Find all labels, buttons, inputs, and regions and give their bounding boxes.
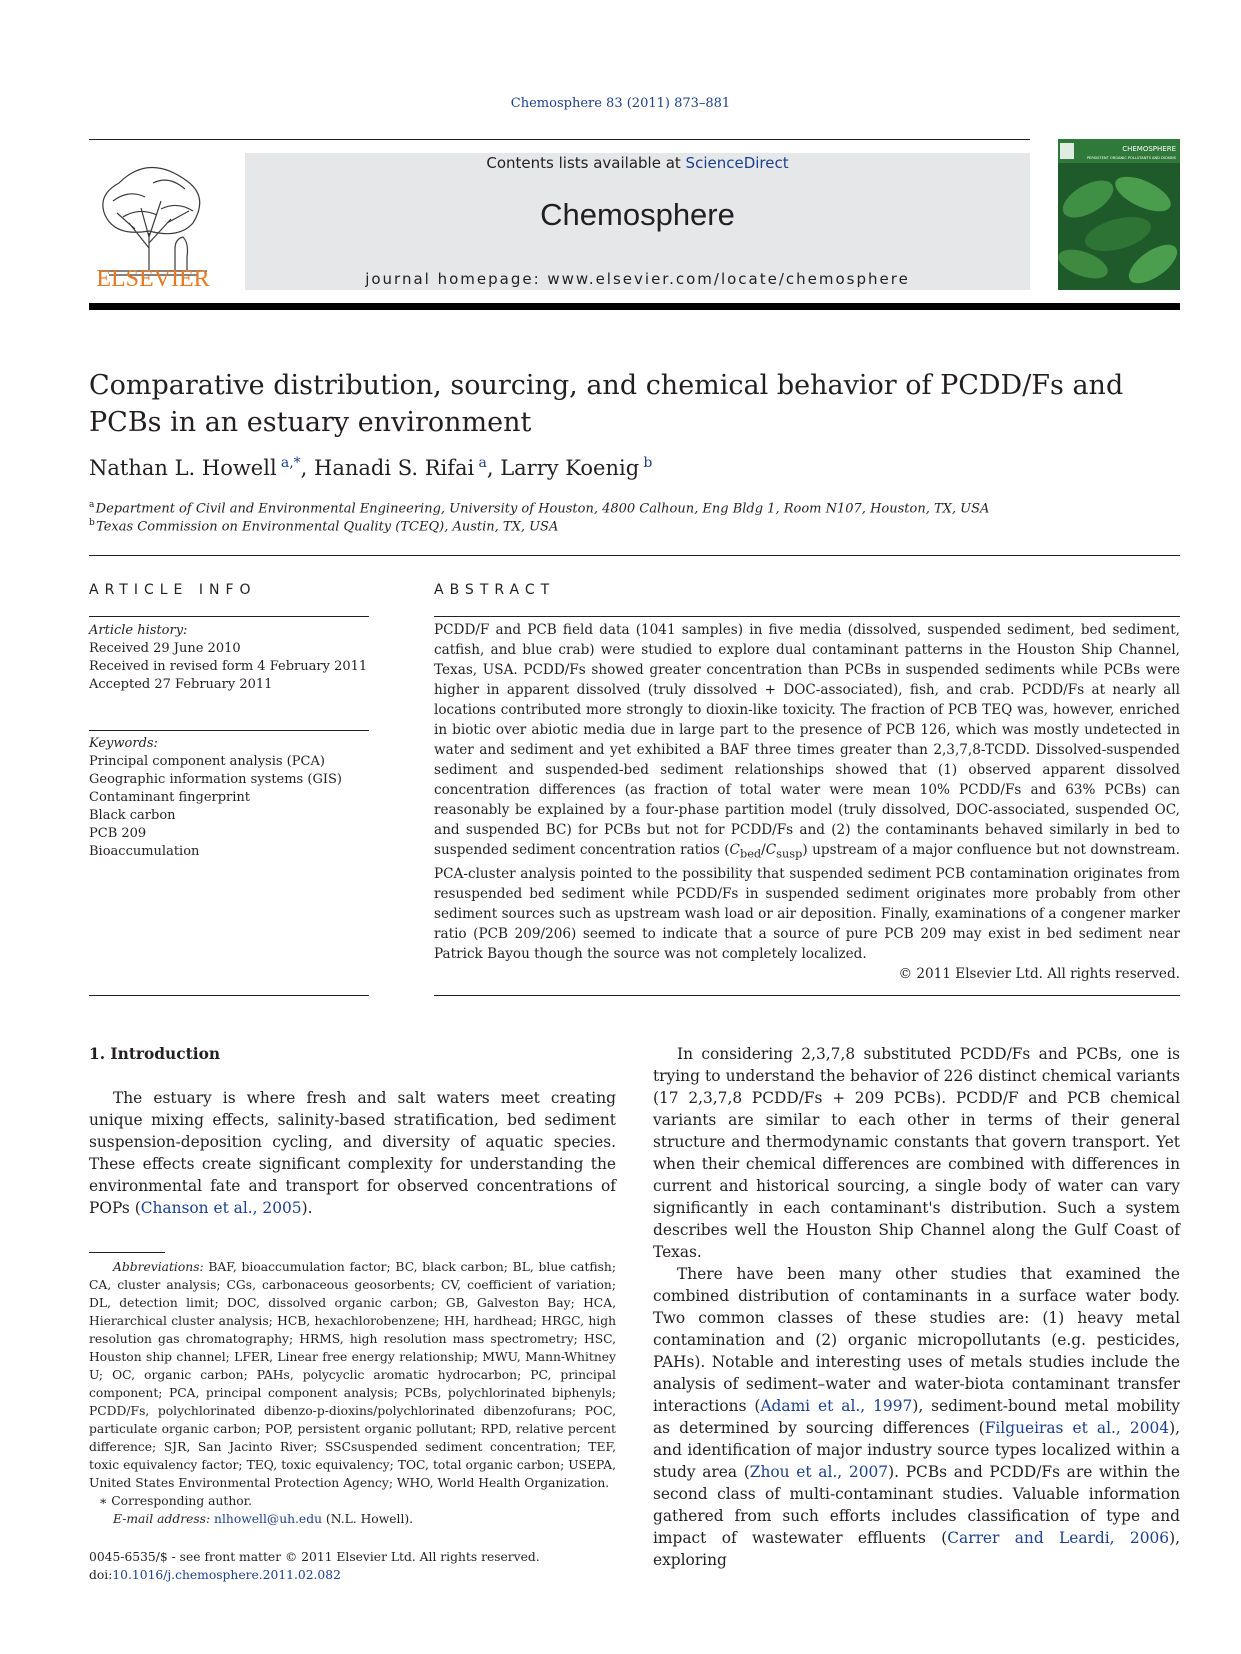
abstract-heading: ABSTRACT [434, 582, 556, 598]
abstract-rule [434, 616, 1180, 617]
corresponding-author-note: ∗ Corresponding author. [99, 1494, 253, 1508]
sciencedirect-link[interactable]: ScienceDirect [685, 154, 789, 172]
keyword: Black carbon [89, 808, 176, 823]
cover-leaves-icon [1058, 139, 1180, 290]
body-paragraph [653, 1263, 1180, 1571]
email-suffix: (N.L. Howell). [322, 1512, 414, 1526]
author-name[interactable]: Hanadi S. Rifai [314, 456, 475, 480]
author-list: Nathan L. Howell $^{a,*}$, Hanadi S. Rifai $^a$, Larry Koenig $^b$ [89, 455, 653, 480]
elsevier-tree-icon [89, 153, 217, 290]
affiliation-mark: a [89, 500, 95, 510]
history-entry: Received in revised form 4 February 2011 [89, 659, 368, 674]
doi-prefix: doi: [89, 1568, 113, 1582]
contents-line [245, 153, 1030, 173]
keyword: Geographic information systems (GIS) [89, 772, 342, 787]
author-name[interactable]: Larry Koenig [500, 456, 640, 480]
footnote-rule [89, 1252, 165, 1253]
elsevier-logo[interactable] [89, 153, 217, 290]
ratio-symbol: C [765, 842, 777, 858]
affiliation-rule [89, 555, 1180, 556]
keywords-rule [89, 730, 369, 731]
history-entry: Received 29 June 2010 [89, 641, 241, 656]
ratio-slash: / [761, 842, 766, 858]
keywords-label: Keywords: [89, 736, 158, 751]
citation-link[interactable]: Carrer and Leardi, 2006 [947, 1529, 1170, 1547]
keywords-list [89, 735, 342, 861]
journal-masthead [245, 153, 1030, 290]
paragraph-text: ), sediment-bound metal mobility as determined by sourcing differences ( [653, 1397, 1180, 1437]
history-entry: Accepted 27 February 2011 [89, 677, 273, 692]
body-right-column [653, 1043, 1180, 1571]
journal-name: Chemosphere [540, 197, 735, 232]
elsevier-wordmark: ELSEVIER [96, 266, 210, 290]
abbreviations-label: Abbreviations: [113, 1260, 204, 1274]
email-note [89, 1510, 616, 1528]
body-paragraph [89, 1087, 616, 1219]
cover-subtitle: PERSISTENT ORGANIC POLLUTANTS AND DIOXINS [1086, 156, 1176, 160]
masthead-rule [89, 303, 1180, 310]
article-info-bottom-rule [89, 995, 369, 996]
email-link[interactable]: nlhowell@uh.edu [214, 1512, 323, 1526]
abstract-part: PCDD/F and PCB field data (1041 samples) in five media (dissolved, suspended sediment, bed sediment, catfish, and blue crab) were studied to explore dual contaminant patterns in the Houston Ship Channel, Texas, USA. PCDD/Fs showed greater concentration than PCBs in suspended sediments while PCBs were higher in apparent dissolved (truly dissolved + DOC-associated), fish, and crab. PCDD/Fs at nearly all locations contributed more strongly to dioxin-like toxicity. The fraction of PCB TEQ was, however, enriched in biotic over abiotic media due in large part to the presence of PCB 126, which was mostly undetected in water and sediment and yet exhibited a BAF three times greater than 2,3,7,8-TCDD. Dissolved-suspended sediment and suspended-bed sediment relationships showed that (1) observed apparent dissolved concentration differences (as fraction of total water were mean 10% PCDD/Fs and 63% PCBs) can reasonably be explained by a four-phase partition model (truly dissolved, DOC-associated, suspended OC, and suspended BC) for PCBs but not for PCDD/Fs and (2) the contaminants behaved similarly in bed to suspended sediment concentration ratios ( [434, 622, 1180, 858]
article-info-heading: ARTICLE INFO [89, 582, 257, 598]
body-left-column [89, 1043, 616, 1219]
affiliation-a [89, 500, 989, 516]
abstract-part: ) upstream of a major confluence but not downstream. PCA-cluster analysis pointed to the possibility that suspended sediment PCB contamination originates from resuspended bed sediment while PCDD/Fs in suspended sediment originates more probably from other sediment sources such as upstream wash load or air deposition. Finally, examinations of a congener marker ratio (PCB 209/206) seemed to indicate that a source of pure PCB 209 may exist in bed sediment near Patrick Bayou though the source was not completely localized. [434, 842, 1180, 962]
abstract-bottom-rule [434, 995, 1180, 996]
paragraph-text: ). [301, 1199, 313, 1217]
ratio-subscript: susp [776, 846, 803, 861]
contents-prefix: Contents lists available at [486, 154, 686, 172]
keyword: PCB 209 [89, 826, 147, 841]
journal-citation[interactable]: Chemosphere 83 (2011) 873–881 [510, 96, 731, 111]
citation-link[interactable]: Zhou et al., 2007 [749, 1463, 889, 1481]
affiliation-mark: b [89, 518, 95, 528]
header-rule [89, 139, 1030, 140]
article-title: Comparative distribution, sourcing, and chemical behavior of PCDD/Fs and PCBs in an estuary environment [89, 370, 1124, 438]
history-label: Article history: [89, 623, 188, 638]
doi-link[interactable]: 10.1016/j.chemosphere.2011.02.082 [112, 1568, 341, 1582]
abbreviations-footnote [89, 1258, 616, 1492]
article-info-rule [89, 616, 369, 617]
affiliation-text: Texas Commission on Environmental Quality (TCEQ), Austin, TX, USA [96, 519, 559, 535]
affiliation-text: Department of Civil and Environmental Engineering, University of Houston, 4800 Calhoun, Eng Bldg 1, Room N107, Houston, TX, USA [95, 501, 990, 517]
paragraph-text: ). PCBs and PCDD/Fs are within the second class of multi-contaminant studies. Valuable information gathered from such efforts includes classification of type and impact of wastewater effluents ( [653, 1463, 1180, 1547]
issn-line: 0045-6535/$ - see front matter © 2011 Elsevier Ltd. All rights reserved. [89, 1550, 540, 1564]
keyword: Principal component analysis (PCA) [89, 754, 325, 769]
citation-link[interactable]: Adami et al., 1997 [760, 1397, 913, 1415]
introduction-heading: 1. Introduction [89, 1045, 221, 1063]
page-footer [89, 1548, 540, 1584]
author-affiliation-mark[interactable]: a,* [280, 455, 301, 471]
paragraph-text: ), and identification of major industry source types localized within a study area ( [653, 1419, 1180, 1481]
cover-title: CHEMOSPHERE [1122, 145, 1176, 153]
author-affiliation-mark[interactable]: a [478, 455, 487, 471]
affiliation-b [89, 518, 558, 534]
abbreviations-text: BAF, bioaccumulation factor; BC, black carbon; BL, blue catfish; CA, cluster analysis; CGs, carbonaceous geosorbents; CV, coefficient of variation; DL, detection limit; DOC, dissolved organic carbon; GB, Galveston Bay; HCA, Hierarchical cluster analysis; HCB, hexachlorobenzene; HH, hardhead; HRGC, high resolution gas chromatography; HRMS, high resolution mass spectrometry; HSC, Houston ship channel; LFER, Linear free energy relationship; MWU, Mann-Whitney U; OC, organic carbon; PAHs, polycyclic aromatic hydrocarbon; PC, principal component; PCA, principal component analysis; PCBs, polychlorinated biphenyls; PCDD/Fs, polychlorinated dibenzo-p-dioxins/polychlorinated dibenzofurans; POC, particulate organic carbon; POP, persistent organic pollutant; RPD, relative percent difference; SJR, San Jacinto River; SSCsuspended sediment concentration; TEF, toxic equivalency factor; TEQ, toxic equivalency; TOC, total organic carbon; USEPA, United States Environmental Protection Agency; WHO, World Health Organization. [89, 1260, 616, 1490]
citation-link[interactable]: Filgueiras et al., 2004 [984, 1419, 1170, 1437]
author-affiliation-mark[interactable]: b [643, 455, 653, 471]
email-label: E-mail address: [113, 1512, 211, 1526]
paragraph-text: ), exploring [653, 1529, 1181, 1569]
abstract-copyright: © 2011 Elsevier Ltd. All rights reserved. [898, 965, 1180, 982]
doi-line [89, 1566, 540, 1584]
footnotes [89, 1258, 616, 1528]
abstract-text [434, 620, 1180, 984]
ratio-subscript: bed [739, 846, 762, 861]
paragraph-text: There have been many other studies that examined the combined distribution of contaminants in a surface water body. Two common classes of these studies are: (1) heavy metal contamination and (2) organic micropollutants (e.g. pesticides, PAHs). Notable and interesting uses of metals studies include the analysis of sediment–water and water-biota contaminant transfer interactions ( [653, 1265, 1180, 1415]
article-history [89, 622, 367, 694]
journal-cover-image[interactable] [1058, 139, 1180, 290]
author-name[interactable]: Nathan L. Howell [89, 456, 277, 480]
keyword: Bioaccumulation [89, 844, 200, 859]
journal-homepage[interactable]: journal homepage: www.elsevier.com/locate/chemosphere [365, 270, 910, 288]
ratio-symbol: C [729, 842, 740, 858]
paragraph-text: The estuary is where fresh and salt waters meet creating unique mixing effects, salinity-based stratification, bed sediment suspension-deposition cycling, and diversity of aquatic species. These effects create significant complexity for understanding the environmental fate and transport for observed concentrations of POPs ( [89, 1089, 616, 1217]
citation-link[interactable]: Chanson et al., 2005 [140, 1199, 302, 1217]
keyword: Contaminant fingerprint [89, 790, 251, 805]
body-paragraph: In considering 2,3,7,8 substituted PCDD/Fs and PCBs, one is trying to understand the behavior of 226 distinct chemical variants (17 2,3,7,8 PCDD/Fs + 209 PCBs). PCDD/F and PCB chemical variants are similar to each other in terms of their general structure and thermodynamic constants that govern transport. Yet when their chemical differences are combined with differences in current and historical sourcing, a single body of water can vary significantly in each contaminant's distribution. Such a system describes well the Houston Ship Channel along the Gulf Coast of Texas. [653, 1045, 1180, 1261]
